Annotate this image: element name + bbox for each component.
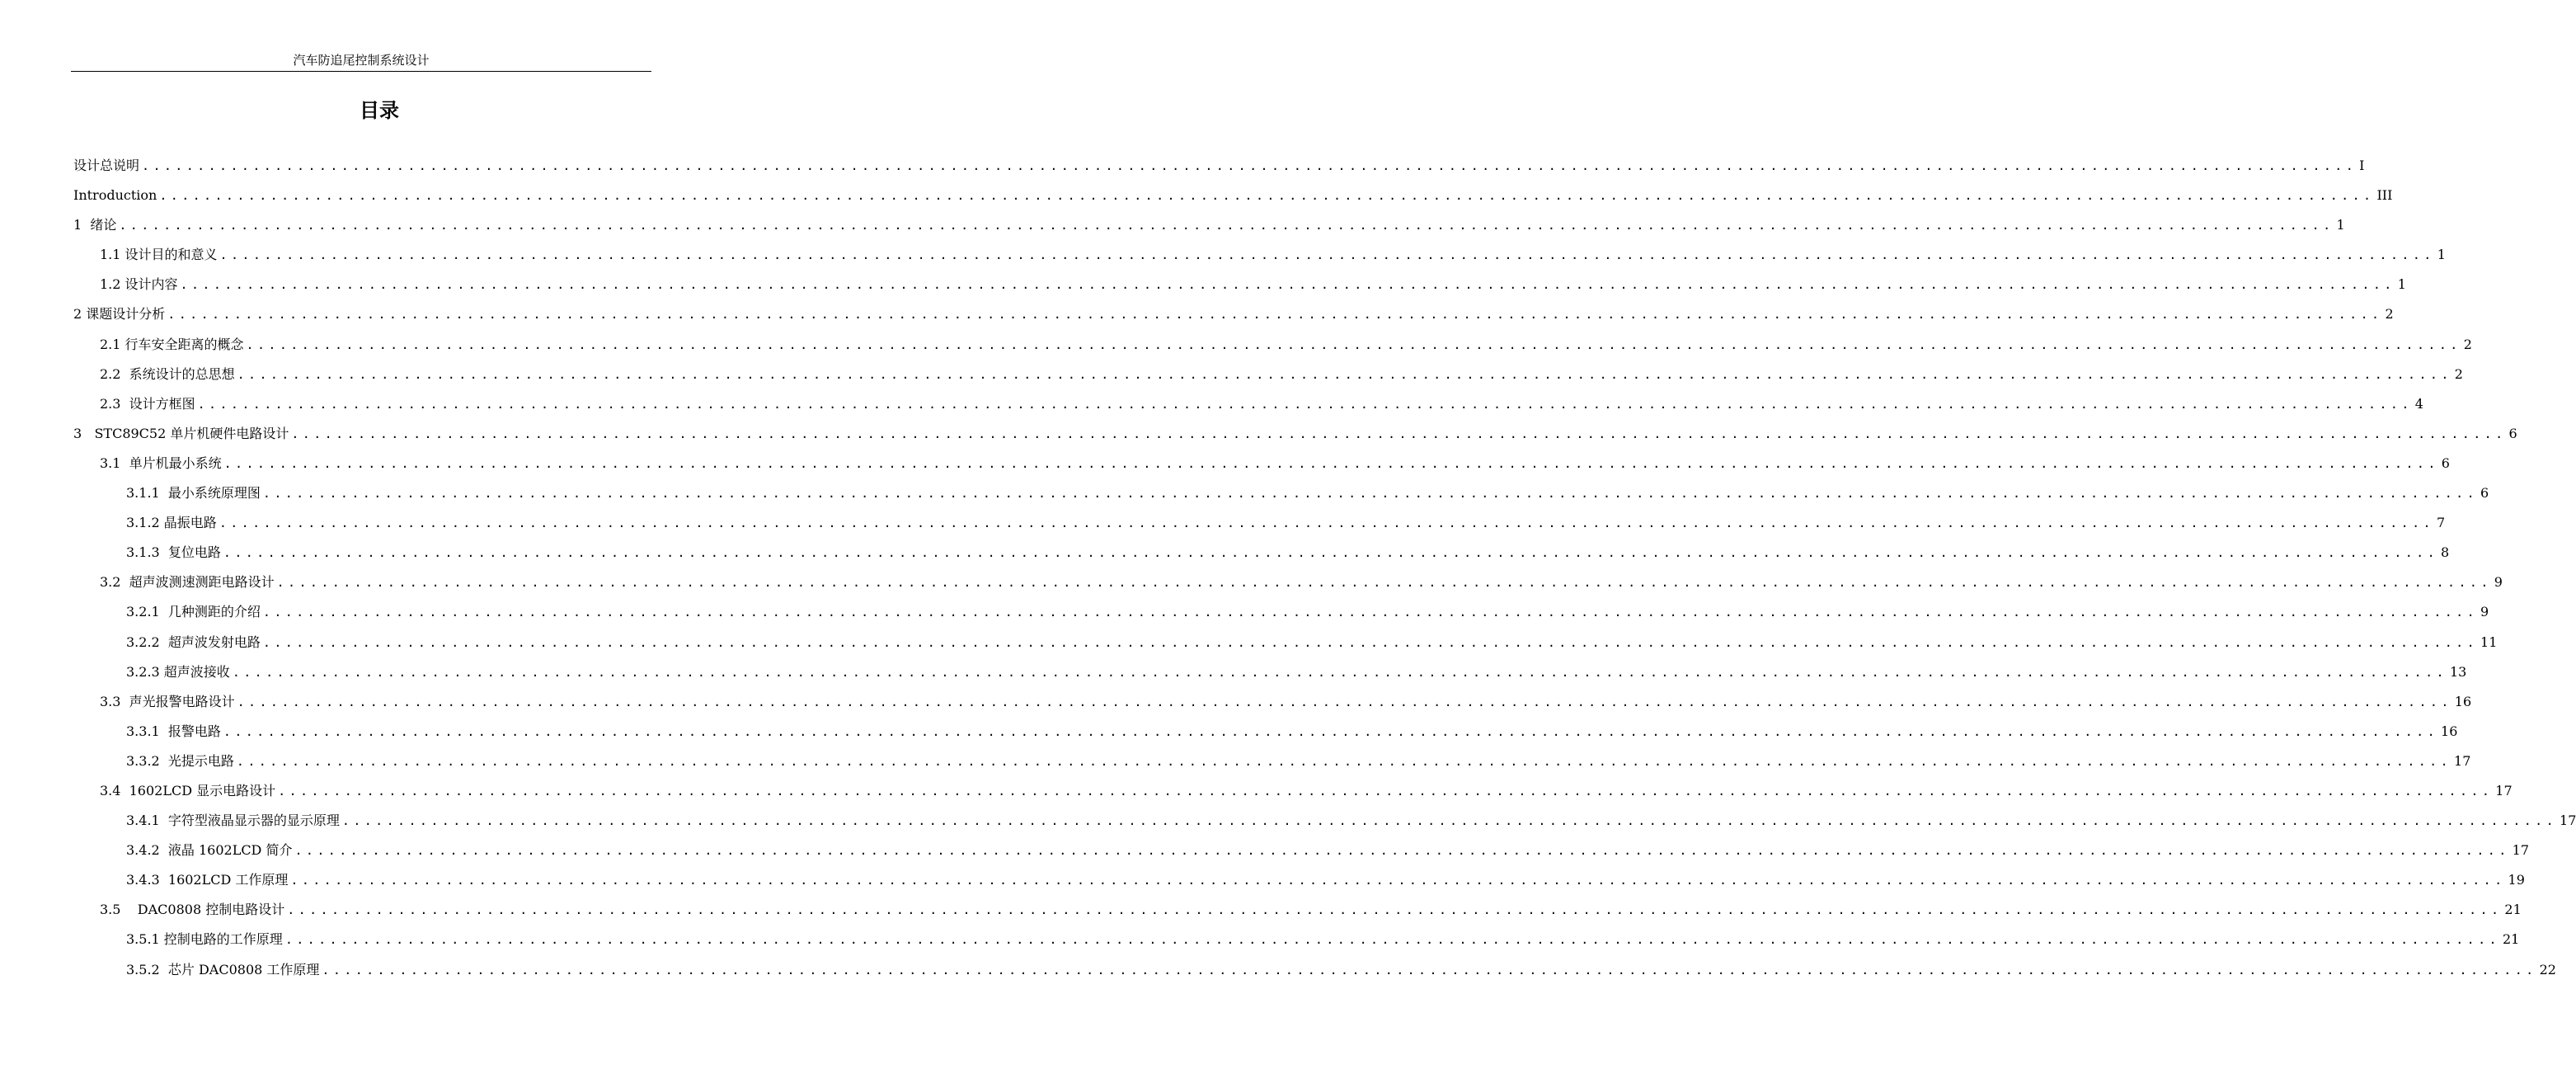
toc-dot-leader: ........................................................................................................................................................................................................	[197, 396, 2413, 412]
toc-dot-leader: ........................................................................................................................................................................................................	[232, 664, 2447, 680]
toc-entry[interactable]	[73, 776, 2513, 806]
toc-entry-label: 3.4.3 1602LCD 工作原理	[126, 872, 289, 888]
toc-entry-page-number: 2	[2454, 365, 2463, 382]
toc-entry-label: 3.3.2 光提示电路	[126, 752, 234, 769]
toc-dot-leader: ........................................................................................................................................................................................................	[223, 455, 2439, 471]
toc-entry-label: 3 STC89C52 单片机硬件电路设计	[73, 425, 289, 441]
toc-entry-page-number: 21	[2504, 902, 2522, 918]
toc-entry-page-number: 11	[2480, 634, 2498, 650]
toc-entry-label: 2.3 设计方框图	[100, 395, 195, 412]
toc-entry-page-number: 16	[2441, 723, 2458, 739]
toc-entry-label: 2.2 系统设计的总思想	[100, 365, 235, 382]
toc-entry[interactable]	[73, 210, 2345, 240]
toc-entry-label: 3.4.2 液晶 1602LCD 简介	[126, 842, 293, 859]
toc-dot-leader: ........................................................................................................................................................................................................	[287, 902, 2503, 918]
table-of-contents	[73, 151, 2576, 985]
toc-dot-leader: ........................................................................................................................................................................................................	[278, 783, 2494, 798]
toc-entry[interactable]	[73, 330, 2472, 360]
toc-dot-leader: ........................................................................................................................................................................................................	[142, 158, 2357, 173]
toc-entry-page-number: 17	[2512, 842, 2529, 859]
toc-entry-page-number: 1	[2437, 247, 2446, 263]
toc-entry-label: 设计总说明	[73, 158, 140, 173]
toc-entry[interactable]	[73, 597, 2489, 627]
toc-entry-label: 3.4.1 字符型液晶显示器的显示原理	[126, 813, 340, 829]
toc-entry[interactable]	[73, 181, 2393, 210]
toc-entry[interactable]	[73, 240, 2446, 270]
toc-dot-leader: ........................................................................................................................................................................................................	[237, 694, 2452, 709]
toc-entry-label: 3.3 声光报警电路设计	[100, 693, 235, 709]
toc-entry-label: 3.1.1 最小系统原理图	[126, 485, 261, 502]
toc-title: 目录	[360, 99, 399, 122]
toc-entry-label: 3.1.3 复位电路	[126, 544, 221, 561]
toc-entry-page-number: 17	[2495, 782, 2513, 798]
toc-entry-page-number: 6	[2441, 455, 2450, 471]
toc-dot-leader: ........................................................................................................................................................................................................	[291, 426, 2507, 441]
running-header	[71, 49, 651, 72]
toc-entry-page-number: 4	[2414, 395, 2423, 412]
toc-entry-page-number: I	[2359, 158, 2365, 173]
toc-entry-label: 3.1 单片机最小系统	[100, 455, 222, 471]
toc-entry[interactable]	[73, 836, 2529, 865]
toc-entry-label: 3.2 超声波测速测距电路设计	[100, 574, 275, 591]
toc-dot-leader: ........................................................................................................................................................................................................	[322, 962, 2537, 977]
toc-entry-label: 3.5.1 控制电路的工作原理	[126, 931, 283, 948]
toc-entry-page-number: 13	[2449, 663, 2467, 680]
toc-entry[interactable]	[73, 449, 2450, 478]
toc-entry[interactable]	[73, 299, 2394, 329]
toc-entry-page-number: 22	[2539, 961, 2556, 977]
toc-entry-label: 3.3.1 报警电路	[126, 723, 221, 739]
running-header-title: 汽车防追尾控制系统设计	[293, 53, 430, 68]
toc-entry[interactable]	[73, 538, 2450, 568]
toc-entry-label: 3.5.2 芯片 DAC0808 工作原理	[126, 961, 320, 977]
toc-dot-leader: ........................................................................................................................................................................................................	[237, 366, 2452, 382]
toc-entry-label: 1.2 设计内容	[100, 276, 178, 293]
toc-entry-page-number: 9	[2480, 604, 2489, 620]
toc-entry-page-number: 1	[2397, 276, 2406, 293]
toc-entry-label: 3.2.3 超声波接收	[126, 663, 230, 680]
toc-entry-page-number: 17	[2560, 813, 2576, 829]
toc-entry-page-number: 6	[2480, 485, 2489, 502]
toc-entry-label: 1 绪论	[73, 217, 117, 233]
toc-dot-leader: ........................................................................................................................................................................................................	[341, 813, 2558, 829]
toc-entry-label: Introduction	[73, 187, 157, 204]
toc-entry[interactable]	[73, 478, 2489, 508]
toc-dot-leader: ........................................................................................................................................................................................................	[167, 307, 2383, 323]
toc-entry[interactable]	[73, 895, 2522, 925]
toc-entry[interactable]	[73, 508, 2446, 538]
toc-dot-leader: ........................................................................................................................................................................................................	[223, 723, 2439, 739]
toc-entry[interactable]	[73, 628, 2498, 657]
toc-entry-page-number: 1	[2336, 217, 2345, 233]
toc-entry[interactable]	[73, 717, 2458, 747]
toc-entry[interactable]	[73, 568, 2503, 597]
toc-entry[interactable]	[73, 657, 2467, 687]
toc-entry-page-number: 2	[2463, 336, 2472, 352]
toc-dot-leader: ........................................................................................................................................................................................................	[159, 188, 2375, 204]
toc-entry-page-number: 2	[2385, 306, 2394, 323]
toc-entry[interactable]	[73, 687, 2472, 717]
toc-entry[interactable]	[73, 270, 2406, 299]
toc-dot-leader: ........................................................................................................................................................................................................	[276, 575, 2492, 591]
toc-entry-page-number: 16	[2454, 693, 2472, 709]
toc-entry[interactable]	[73, 389, 2423, 419]
toc-entry-label: 3.5 DAC0808 控制电路设计	[100, 902, 285, 918]
toc-entry-label: 2 课题设计分析	[73, 306, 166, 323]
toc-entry[interactable]	[73, 925, 2520, 954]
toc-dot-leader: ........................................................................................................................................................................................................	[290, 873, 2506, 888]
toc-dot-leader: ........................................................................................................................................................................................................	[223, 545, 2439, 561]
toc-dot-leader: ........................................................................................................................................................................................................	[119, 218, 2334, 233]
toc-entry-page-number: 6	[2508, 425, 2517, 441]
toc-entry-label: 3.2.1 几种测距的介绍	[126, 604, 261, 620]
toc-entry-label: 1.1 设计目的和意义	[100, 247, 218, 263]
toc-entry-page-number: 21	[2502, 931, 2520, 948]
toc-entry-label: 3.1.2 晶振电路	[126, 515, 217, 531]
toc-dot-leader: ........................................................................................................................................................................................................	[262, 486, 2479, 502]
toc-entry[interactable]	[73, 865, 2525, 895]
toc-entry-page-number: 9	[2494, 574, 2503, 591]
toc-entry-page-number: 8	[2441, 544, 2450, 561]
toc-entry-page-number: 19	[2508, 872, 2525, 888]
toc-entry[interactable]	[73, 747, 2471, 776]
toc-dot-leader: ........................................................................................................................................................................................................	[219, 247, 2435, 263]
toc-entry[interactable]	[73, 151, 2365, 181]
toc-entry[interactable]	[73, 806, 2576, 836]
toc-dot-leader: ........................................................................................................................................................................................................	[262, 634, 2479, 650]
toc-dot-leader: ........................................................................................................................................................................................................	[236, 753, 2452, 769]
toc-dot-leader: ........................................................................................................................................................................................................	[294, 843, 2510, 859]
toc-dot-leader: ........................................................................................................................................................................................................	[219, 516, 2434, 531]
toc-entry[interactable]	[73, 360, 2463, 389]
toc-entry-label: 3.4 1602LCD 显示电路设计	[100, 782, 276, 798]
toc-entry-page-number: III	[2376, 187, 2393, 204]
toc-dot-leader: ........................................................................................................................................................................................................	[246, 337, 2461, 352]
toc-entry-label: 3.2.2 超声波发射电路	[126, 634, 261, 650]
toc-entry[interactable]	[73, 955, 2556, 985]
toc-entry-label: 2.1 行车安全距离的概念	[100, 336, 244, 352]
toc-dot-leader: ........................................................................................................................................................................................................	[180, 277, 2395, 293]
toc-entry-page-number: 17	[2454, 752, 2471, 769]
toc-dot-leader: ........................................................................................................................................................................................................	[284, 932, 2500, 948]
toc-dot-leader: ........................................................................................................................................................................................................	[262, 605, 2479, 620]
toc-entry-page-number: 7	[2436, 515, 2446, 531]
toc-entry[interactable]	[73, 419, 2517, 449]
